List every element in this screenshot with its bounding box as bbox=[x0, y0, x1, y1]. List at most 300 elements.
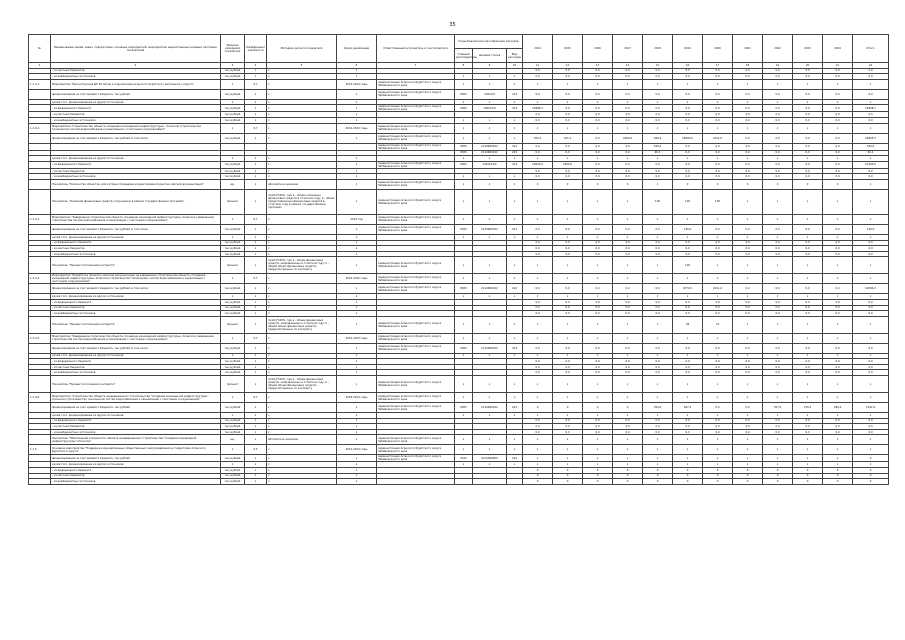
row-year-value: х bbox=[673, 99, 703, 105]
row-year-value: 0,0 bbox=[613, 364, 643, 370]
row-year-value: х bbox=[553, 445, 583, 455]
row-kvr: 414 bbox=[507, 224, 523, 234]
row-method: х bbox=[267, 284, 337, 294]
row-period: х bbox=[337, 429, 377, 435]
row-unit: тыс.рублей bbox=[221, 370, 245, 376]
row-year-value: х bbox=[763, 156, 793, 162]
row-grbs: х bbox=[455, 445, 473, 455]
row-coefficient: х bbox=[245, 161, 267, 168]
row-year-value: 0,0 bbox=[523, 68, 553, 74]
row-coefficient: х bbox=[245, 424, 267, 430]
column-index-cell: 7 bbox=[377, 63, 455, 69]
column-index-cell: 14 bbox=[613, 63, 643, 69]
row-unit: тыс.рублей bbox=[221, 117, 245, 123]
row-year-value: 0 bbox=[673, 479, 703, 485]
row-total-value: 0 bbox=[853, 455, 889, 462]
row-executor: Администрация Агинского Бурятского округа Забайкальского края bbox=[377, 376, 455, 393]
row-year-value: х bbox=[703, 455, 733, 462]
row-total-value: 0,0 bbox=[853, 240, 889, 246]
row-year-value: 0,0 bbox=[793, 68, 823, 74]
row-unit: х bbox=[221, 294, 245, 300]
row-coefficient: 0,7 bbox=[245, 333, 267, 343]
row-year-value: 0,0 bbox=[613, 424, 643, 430]
row-grbs: 0502 bbox=[455, 105, 473, 112]
row-total-value: 6,0 bbox=[853, 89, 889, 99]
row-year-value: 0 bbox=[583, 468, 613, 474]
header-year: 2022 bbox=[763, 35, 793, 63]
row-year-value: 0,0 bbox=[583, 68, 613, 74]
row-code bbox=[29, 403, 51, 413]
row-year-value: 0,0 bbox=[763, 370, 793, 376]
column-index-cell: 12 bbox=[553, 63, 583, 69]
row-name: Показатель "Процент исполнения контракта" bbox=[51, 316, 221, 333]
row-kvr: 414 bbox=[507, 284, 523, 294]
row-year-value: 0,0 bbox=[793, 424, 823, 430]
row-executor: Администрация Агинского Бурятского округа Забайкальского края bbox=[377, 274, 455, 284]
row-name: финансирование за счет краевого бюджета, тыс.рублей, в том числе: bbox=[51, 224, 221, 234]
row-year-value: 0,0 bbox=[793, 418, 823, 424]
row-year-value: х bbox=[733, 123, 763, 133]
row-name: финансирование за счет краевого бюджета, тыс.рублей, в том числе: bbox=[51, 343, 221, 353]
row-year-value: 0,0 bbox=[733, 174, 763, 180]
row-method: х bbox=[267, 370, 337, 376]
row-coefficient: х bbox=[245, 359, 267, 365]
row-year-value: 0,0 bbox=[643, 418, 673, 424]
row-unit: тыс.рублей bbox=[221, 359, 245, 365]
row-year-value: 0,0 bbox=[673, 343, 703, 353]
row-year-value: 0,0 bbox=[553, 284, 583, 294]
row-coefficient: 0,5 bbox=[245, 445, 267, 455]
row-year-value: 0,0 bbox=[523, 112, 553, 118]
row-executor: Администрация Агинского Бурятского округа Забайкальского края bbox=[377, 214, 455, 224]
column-index-cell: 15 bbox=[643, 63, 673, 69]
page-number: 35 bbox=[449, 22, 456, 28]
row-year-value: 0 bbox=[553, 479, 583, 485]
row-year-value: 0,0 bbox=[643, 251, 673, 257]
row-name: - из местных бюджетов bbox=[51, 112, 221, 118]
row-year-value: 14808,7 bbox=[523, 105, 553, 112]
row-year-value: 0,0 bbox=[553, 343, 583, 353]
row-year-value: 0,0 bbox=[703, 150, 733, 156]
row-year-value: 28 bbox=[673, 316, 703, 333]
row-year-value: 0,0 bbox=[673, 311, 703, 317]
row-year-value: х bbox=[583, 257, 613, 274]
row-name: - из федерального бюджета bbox=[51, 468, 221, 474]
row-name: - из внебюджетных источников bbox=[51, 479, 221, 485]
row-year-value: 0,0 bbox=[733, 284, 763, 294]
row-kvr: х bbox=[507, 117, 523, 123]
row-method: х bbox=[267, 359, 337, 365]
row-year-value: 0,0 bbox=[673, 370, 703, 376]
row-year-value: х bbox=[823, 316, 853, 333]
header-year: 2016 bbox=[583, 35, 613, 63]
row-total-value: х bbox=[853, 435, 889, 445]
row-kcsr: 21104R0102 bbox=[473, 403, 507, 413]
row-executor bbox=[377, 479, 455, 485]
row-year-value: 0,0 bbox=[643, 305, 673, 311]
row-name: - из местных бюджетов bbox=[51, 364, 221, 370]
row-year-value: х bbox=[613, 435, 643, 445]
row-year-value: 0 bbox=[583, 179, 613, 189]
row-year-value: 0,0 bbox=[553, 117, 583, 123]
column-index-cell: 10 bbox=[507, 63, 523, 69]
row-year-value: 0,0 bbox=[583, 117, 613, 123]
row-year-value: 0,0 bbox=[793, 305, 823, 311]
row-year-value: х bbox=[553, 79, 583, 89]
row-year-value: х bbox=[583, 79, 613, 89]
row-year-value: 0,0 bbox=[613, 224, 643, 234]
row-year-value: 0,0 bbox=[613, 246, 643, 252]
row-year-value: х bbox=[553, 435, 583, 445]
row-year-value: 0,0 bbox=[553, 74, 583, 80]
row-year-value: 0,0 bbox=[523, 424, 553, 430]
row-year-value: 0,0 bbox=[523, 429, 553, 435]
row-total-value: 0,0 bbox=[853, 424, 889, 430]
row-year-value: х bbox=[823, 234, 853, 240]
row-name: - из федерального бюджета bbox=[51, 299, 221, 305]
row-executor: Администрация Агинского Бурятского округа Забайкальского края bbox=[377, 445, 455, 455]
row-executor: Администрация Агинского Бурятского округа Забайкальского края bbox=[377, 161, 455, 168]
row-executor: Администрация Агинского Бурятского округа Забайкальского края bbox=[377, 316, 455, 333]
row-grbs: х bbox=[455, 353, 473, 359]
row-total-value: х bbox=[853, 234, 889, 240]
row-year-value: 0,0 bbox=[823, 105, 853, 112]
row-year-value: 0,0 bbox=[763, 246, 793, 252]
column-index-cell: 1 bbox=[29, 63, 51, 69]
row-code bbox=[29, 257, 51, 274]
row-year-value: 0,0 bbox=[583, 112, 613, 118]
row-year-value: 0,0 bbox=[703, 168, 733, 174]
row-grbs: 0505 bbox=[455, 403, 473, 413]
row-coefficient: х bbox=[245, 112, 267, 118]
row-year-value: х bbox=[673, 123, 703, 133]
row-year-value: 0 bbox=[793, 479, 823, 485]
row-method: m(a/b)*100%, где a - объем финансовых средств, направленных в отчетном году; b - общий объем финансовых средств, предусмотренных по контракту bbox=[267, 316, 337, 333]
header-year: 2015 bbox=[553, 35, 583, 63]
row-year-value: х bbox=[643, 274, 673, 284]
row-year-value: х bbox=[643, 123, 673, 133]
row-method: х bbox=[267, 462, 337, 468]
row-year-value: 0 bbox=[553, 468, 583, 474]
row-year-value: 0,0 bbox=[643, 74, 673, 80]
row-kvr: 414 bbox=[507, 105, 523, 112]
row-year-value: 0 bbox=[553, 403, 583, 413]
row-year-value: 0,0 bbox=[793, 112, 823, 118]
row-year-value: 6,0 bbox=[523, 89, 553, 99]
row-name: Мероприятие "Завершение строительства объекта «Создание инженерной инфраструктуры» Агинское (завершение строительства систем водоснабжения и канализации с очистными сооружениями)" bbox=[51, 214, 221, 224]
row-year-value: 0,0 bbox=[733, 224, 763, 234]
row-year-value: х bbox=[583, 393, 613, 403]
row-year-value: х bbox=[703, 462, 733, 468]
row-name: Основное мероприятие "Поддержка муниципальных общественных самоуправлений на территории Агинского Бурятского округа" bbox=[51, 445, 221, 455]
table-row bbox=[29, 455, 889, 462]
row-year-value: х bbox=[523, 214, 553, 224]
row-kvr: х bbox=[507, 462, 523, 468]
row-year-value: 0,0 bbox=[763, 74, 793, 80]
row-year-value: 0 bbox=[733, 479, 763, 485]
row-coefficient: 0,7 bbox=[245, 274, 267, 284]
row-coefficient: х bbox=[245, 168, 267, 174]
row-year-value: 0,0 bbox=[763, 68, 793, 74]
row-code: 1.1.4.2. bbox=[29, 123, 51, 133]
row-year-value: 0,0 bbox=[763, 343, 793, 353]
row-grbs: х bbox=[455, 123, 473, 133]
row-year-value: 0,0 bbox=[643, 429, 673, 435]
column-index-cell: 8 bbox=[455, 63, 473, 69]
row-period: х bbox=[337, 161, 377, 168]
row-year-value: 0,0 bbox=[613, 117, 643, 123]
row-total-value: 1932,9 bbox=[853, 403, 889, 413]
row-year-value: 0,0 bbox=[823, 133, 853, 143]
row-year-value: х bbox=[583, 376, 613, 393]
row-method: абсолютное значение bbox=[267, 435, 337, 445]
row-year-value: х bbox=[613, 79, 643, 89]
row-year-value: х bbox=[523, 455, 553, 462]
row-period: х bbox=[337, 455, 377, 462]
row-year-value: х bbox=[583, 333, 613, 343]
row-year-value: х bbox=[643, 79, 673, 89]
row-period: х bbox=[337, 168, 377, 174]
row-method: х bbox=[267, 133, 337, 143]
row-year-value: х bbox=[703, 234, 733, 240]
row-grbs: 0505 bbox=[455, 224, 473, 234]
row-unit: х bbox=[221, 462, 245, 468]
row-name: кроме того, финансирование из других источников: bbox=[51, 234, 221, 240]
row-year-value: 0,0 bbox=[643, 359, 673, 365]
row-year-value: х bbox=[763, 353, 793, 359]
row-year-value: х bbox=[823, 333, 853, 343]
row-kcsr: х bbox=[473, 214, 507, 224]
row-name: финансирование за счет краевого бюджета, тыс.рублей, в том числе: bbox=[51, 133, 221, 143]
row-year-value: 2460,0 bbox=[613, 133, 643, 143]
row-method: х bbox=[267, 299, 337, 305]
row-year-value: х bbox=[793, 393, 823, 403]
row-year-value: х bbox=[793, 333, 823, 343]
row-kvr: 244 bbox=[507, 455, 523, 462]
row-kvr: х bbox=[507, 333, 523, 343]
row-grbs: х bbox=[455, 189, 473, 214]
column-index-cell: 5 bbox=[267, 63, 337, 69]
row-year-value: 0,0 bbox=[583, 424, 613, 430]
row-code bbox=[29, 316, 51, 333]
row-year-value: х bbox=[673, 462, 703, 468]
row-year-value: х bbox=[613, 376, 643, 393]
row-kcsr: х bbox=[473, 156, 507, 162]
header-year: 2021 bbox=[733, 35, 763, 63]
row-kcsr: х bbox=[473, 234, 507, 240]
row-coefficient: х bbox=[245, 174, 267, 180]
row-total-value: 0 bbox=[853, 479, 889, 485]
row-year-value: х bbox=[763, 214, 793, 224]
row-code: 1.1.4.3. bbox=[29, 214, 51, 224]
row-year-value: 0,0 bbox=[523, 174, 553, 180]
row-year-value: 0,0 bbox=[793, 364, 823, 370]
row-year-value: х bbox=[523, 316, 553, 333]
row-period: х bbox=[337, 413, 377, 419]
row-name: - из местных бюджетов bbox=[51, 424, 221, 430]
row-year-value: 0,0 bbox=[823, 370, 853, 376]
row-year-value: 0 bbox=[613, 468, 643, 474]
row-year-value: 0 bbox=[613, 179, 643, 189]
row-year-value: 0,0 bbox=[793, 429, 823, 435]
row-year-value: 0,0 bbox=[583, 364, 613, 370]
row-name: финансирование за счет краевого бюджета, тыс.рублей bbox=[51, 455, 221, 462]
row-kvr: 414 bbox=[507, 143, 523, 150]
row-year-value: 0,0 bbox=[733, 418, 763, 424]
row-year-value: 0 bbox=[823, 473, 853, 479]
table-row bbox=[29, 189, 889, 214]
row-code: 1.1.4.1. bbox=[29, 79, 51, 89]
row-unit: процент bbox=[221, 376, 245, 393]
row-kvr: х bbox=[507, 376, 523, 393]
row-period bbox=[337, 143, 377, 150]
row-year-value: 136,0 bbox=[673, 224, 703, 234]
row-year-value: 0,0 bbox=[763, 143, 793, 150]
row-unit: тыс.рублей bbox=[221, 473, 245, 479]
row-name: Мероприятие "Реконструкция ДК 50-летия и подключение Агинского бурятского автономного округа" bbox=[51, 79, 221, 89]
row-year-value: 0 bbox=[823, 479, 853, 485]
row-name: кроме того, финансирование из других источников: bbox=[51, 156, 221, 162]
row-period: х bbox=[337, 376, 377, 393]
row-name: - из внебюджетных источников bbox=[51, 251, 221, 257]
row-year-value: х bbox=[643, 156, 673, 162]
row-year-value: 0,0 bbox=[733, 299, 763, 305]
row-year-value: 0,0 bbox=[583, 174, 613, 180]
row-coefficient: х bbox=[245, 74, 267, 80]
row-year-value: 0,0 bbox=[613, 370, 643, 376]
row-kvr: 414 bbox=[507, 161, 523, 168]
row-year-value: 0,0 bbox=[553, 424, 583, 430]
row-year-value: х bbox=[523, 435, 553, 445]
row-year-value: 0,0 bbox=[733, 246, 763, 252]
row-total-value: х bbox=[853, 123, 889, 133]
row-year-value: х bbox=[613, 294, 643, 300]
row-year-value: 0 bbox=[613, 403, 643, 413]
row-year-value: 0,0 bbox=[673, 150, 703, 156]
row-year-value: 0,0 bbox=[823, 74, 853, 80]
row-year-value: 0,0 bbox=[553, 168, 583, 174]
row-year-value: 0,0 bbox=[643, 299, 673, 305]
row-code bbox=[29, 89, 51, 99]
row-method: х bbox=[267, 105, 337, 112]
column-index-cell: 20 bbox=[793, 63, 823, 69]
row-kcsr: х bbox=[473, 174, 507, 180]
header-year: 2018 bbox=[643, 35, 673, 63]
row-grbs: 0502 bbox=[455, 161, 473, 168]
row-coefficient: 0,7 bbox=[245, 393, 267, 403]
row-year-value: х bbox=[733, 455, 763, 462]
header-budget-codes: Коды бюджетной классификации расходов bbox=[455, 35, 523, 49]
row-year-value: 0 bbox=[673, 468, 703, 474]
row-year-value: 0,0 bbox=[823, 429, 853, 435]
row-year-value: 451,5 bbox=[523, 133, 553, 143]
row-coefficient: х bbox=[245, 479, 267, 485]
row-total-value: 0,0 bbox=[853, 251, 889, 257]
row-year-value: 0,0 bbox=[523, 343, 553, 353]
row-year-value: 940,9 bbox=[643, 133, 673, 143]
table-row bbox=[29, 393, 889, 403]
header-year: 2017 bbox=[613, 35, 643, 63]
row-name: финансирование за счет краевого бюджета, тыс.рублей, в том числе: bbox=[51, 284, 221, 294]
row-year-value: х bbox=[793, 316, 823, 333]
row-coefficient: х bbox=[245, 179, 267, 189]
row-code bbox=[29, 161, 51, 168]
row-coefficient: х bbox=[245, 403, 267, 413]
row-year-value: х bbox=[733, 257, 763, 274]
row-method: х bbox=[267, 333, 337, 343]
row-year-value: 0,0 bbox=[823, 117, 853, 123]
row-total-value: 0,0 bbox=[853, 299, 889, 305]
row-method: х bbox=[267, 393, 337, 403]
row-method bbox=[267, 143, 337, 150]
row-code: 1.1.4.4. bbox=[29, 274, 51, 284]
row-method: х bbox=[267, 234, 337, 240]
row-year-value: 0 bbox=[703, 473, 733, 479]
row-year-value: 0,0 bbox=[763, 311, 793, 317]
row-year-value: 0,0 bbox=[523, 364, 553, 370]
row-unit: тыс.рублей bbox=[221, 299, 245, 305]
row-year-value: х bbox=[823, 462, 853, 468]
row-year-value: 0,0 bbox=[643, 370, 673, 376]
row-year-value: 0,0 bbox=[733, 74, 763, 80]
row-grbs: х bbox=[455, 74, 473, 80]
row-year-value: х bbox=[643, 413, 673, 419]
row-year-value: 0,0 bbox=[553, 364, 583, 370]
row-year-value: 0,0 bbox=[673, 174, 703, 180]
row-year-value: х bbox=[703, 274, 733, 284]
row-kvr: х bbox=[507, 234, 523, 240]
row-year-value: х bbox=[553, 316, 583, 333]
row-unit: процент bbox=[221, 316, 245, 333]
row-method: х bbox=[267, 246, 337, 252]
row-year-value: 0,0 bbox=[643, 224, 673, 234]
table-row bbox=[29, 123, 889, 133]
row-coefficient: х bbox=[245, 435, 267, 445]
row-year-value: 0,0 bbox=[673, 89, 703, 99]
row-year-value: х bbox=[733, 376, 763, 393]
row-year-value: 0,0 bbox=[733, 370, 763, 376]
column-index-cell: 6 bbox=[337, 63, 377, 69]
row-coefficient: 0,7 bbox=[245, 214, 267, 224]
row-grbs: х bbox=[455, 376, 473, 393]
header-coef: Коэффициент значимости bbox=[245, 35, 267, 63]
row-kcsr: х bbox=[473, 445, 507, 455]
row-name: Показатель "Процент исполнения контракта" bbox=[51, 376, 221, 393]
row-year-value: х bbox=[553, 455, 583, 462]
row-coefficient: 0,7 bbox=[245, 123, 267, 133]
row-year-value: 0,0 bbox=[793, 311, 823, 317]
row-year-value: 0,0 bbox=[823, 418, 853, 424]
row-name: - из внебюджетных источников bbox=[51, 174, 221, 180]
row-period: х bbox=[337, 117, 377, 123]
row-year-value: 0,0 bbox=[733, 150, 763, 156]
row-kcsr: х bbox=[473, 123, 507, 133]
row-year-value: х bbox=[643, 234, 673, 240]
row-year-value: 0,0 bbox=[733, 117, 763, 123]
row-year-value: 0,0 bbox=[673, 240, 703, 246]
row-total-value: 14084,0 bbox=[853, 284, 889, 294]
row-coefficient: х bbox=[245, 462, 267, 468]
row-coefficient: х bbox=[245, 311, 267, 317]
row-grbs: х bbox=[455, 316, 473, 333]
row-kcsr: х bbox=[473, 74, 507, 80]
row-year-value: х bbox=[583, 435, 613, 445]
row-year-value: 0,0 bbox=[793, 343, 823, 353]
row-year-value: 0,0 bbox=[613, 174, 643, 180]
row-year-value: х bbox=[793, 123, 823, 133]
row-kcsr: 21104R0102 bbox=[473, 143, 507, 150]
row-coefficient: х bbox=[245, 353, 267, 359]
